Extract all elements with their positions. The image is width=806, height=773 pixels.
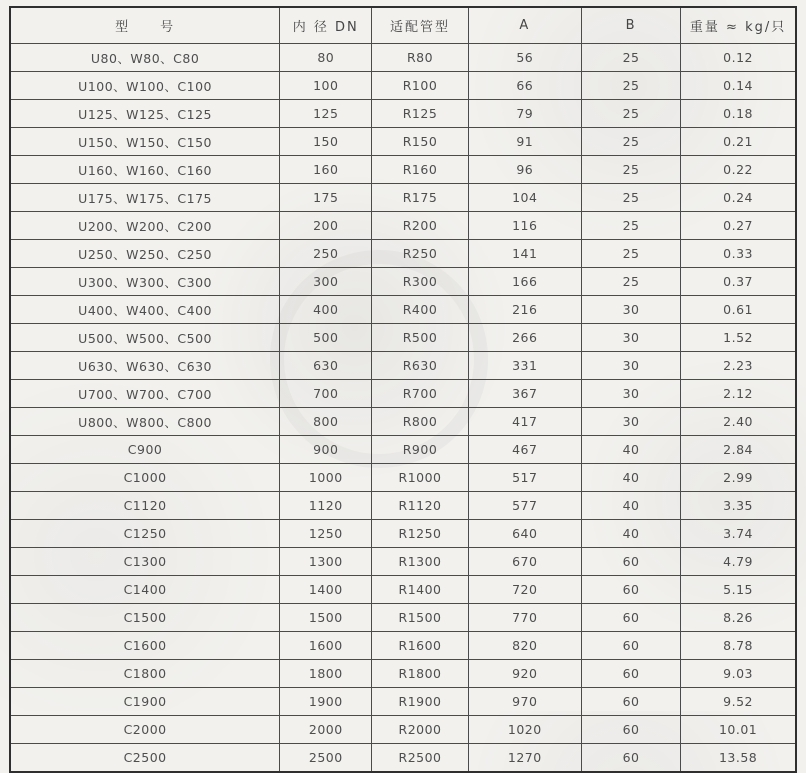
- spec-table-body: [10, 44, 796, 773]
- table-row: [10, 128, 796, 156]
- cell-b: 25: [581, 268, 680, 296]
- cell-weight: 0.27: [681, 212, 796, 240]
- cell-dn: 125: [280, 100, 372, 128]
- cell-a: 720: [468, 576, 581, 604]
- column-header-dn: 内 径 DN: [280, 7, 372, 44]
- cell-a: 367: [468, 380, 581, 408]
- cell-pipe-type: R1900: [372, 688, 468, 716]
- cell-weight: 0.37: [681, 268, 796, 296]
- cell-model: C1800: [10, 660, 280, 688]
- cell-b: 60: [581, 632, 680, 660]
- cell-b: 30: [581, 352, 680, 380]
- table-row: [10, 520, 796, 548]
- cell-a: 79: [468, 100, 581, 128]
- cell-a: 104: [468, 184, 581, 212]
- cell-b: 25: [581, 240, 680, 268]
- cell-dn: 200: [280, 212, 372, 240]
- cell-weight: 3.35: [681, 492, 796, 520]
- cell-model: C2000: [10, 716, 280, 744]
- cell-model: C1900: [10, 688, 280, 716]
- cell-a: 116: [468, 212, 581, 240]
- cell-model: C1000: [10, 464, 280, 492]
- cell-model: U100、W100、C100: [10, 72, 280, 100]
- cell-model: U800、W800、C800: [10, 408, 280, 436]
- cell-b: 40: [581, 464, 680, 492]
- cell-pipe-type: R300: [372, 268, 468, 296]
- table-row: [10, 492, 796, 520]
- cell-model: U175、W175、C175: [10, 184, 280, 212]
- cell-pipe-type: R1250: [372, 520, 468, 548]
- cell-dn: 160: [280, 156, 372, 184]
- cell-model: U160、W160、C160: [10, 156, 280, 184]
- cell-b: 30: [581, 324, 680, 352]
- cell-model: C2500: [10, 744, 280, 773]
- cell-dn: 1300: [280, 548, 372, 576]
- cell-dn: 100: [280, 72, 372, 100]
- table-row: [10, 352, 796, 380]
- cell-weight: 2.84: [681, 436, 796, 464]
- cell-dn: 1400: [280, 576, 372, 604]
- cell-model: U200、W200、C200: [10, 212, 280, 240]
- cell-weight: 8.26: [681, 604, 796, 632]
- cell-pipe-type: R2500: [372, 744, 468, 773]
- cell-pipe-type: R1000: [372, 464, 468, 492]
- column-header-b: B: [581, 7, 680, 44]
- table-row: [10, 660, 796, 688]
- cell-pipe-type: R700: [372, 380, 468, 408]
- cell-a: 66: [468, 72, 581, 100]
- table-row: [10, 72, 796, 100]
- cell-dn: 80: [280, 44, 372, 72]
- table-row: [10, 380, 796, 408]
- table-row: [10, 548, 796, 576]
- cell-b: 25: [581, 128, 680, 156]
- cell-pipe-type: R500: [372, 324, 468, 352]
- cell-dn: 175: [280, 184, 372, 212]
- cell-b: 25: [581, 44, 680, 72]
- column-header-weight: 重量 ≈ kg/只: [681, 7, 796, 44]
- cell-weight: 5.15: [681, 576, 796, 604]
- cell-weight: 2.99: [681, 464, 796, 492]
- cell-weight: 13.58: [681, 744, 796, 773]
- table-row: [10, 716, 796, 744]
- cell-a: 56: [468, 44, 581, 72]
- cell-weight: 2.12: [681, 380, 796, 408]
- table-row: [10, 632, 796, 660]
- table-row: [10, 268, 796, 296]
- cell-pipe-type: R175: [372, 184, 468, 212]
- cell-pipe-type: R200: [372, 212, 468, 240]
- cell-dn: 800: [280, 408, 372, 436]
- cell-weight: 0.22: [681, 156, 796, 184]
- cell-b: 30: [581, 296, 680, 324]
- cell-model: U150、W150、C150: [10, 128, 280, 156]
- cell-pipe-type: R125: [372, 100, 468, 128]
- table-row: [10, 296, 796, 324]
- table-row: [10, 100, 796, 128]
- cell-model: C1400: [10, 576, 280, 604]
- cell-b: 40: [581, 520, 680, 548]
- cell-weight: 4.79: [681, 548, 796, 576]
- cell-dn: 630: [280, 352, 372, 380]
- cell-a: 91: [468, 128, 581, 156]
- cell-dn: 2500: [280, 744, 372, 773]
- cell-a: 216: [468, 296, 581, 324]
- cell-pipe-type: R1300: [372, 548, 468, 576]
- cell-weight: 10.01: [681, 716, 796, 744]
- cell-b: 25: [581, 212, 680, 240]
- cell-pipe-type: R1800: [372, 660, 468, 688]
- cell-pipe-type: R100: [372, 72, 468, 100]
- cell-weight: 3.74: [681, 520, 796, 548]
- cell-weight: 0.14: [681, 72, 796, 100]
- cell-model: U400、W400、C400: [10, 296, 280, 324]
- column-header-a: A: [468, 7, 581, 44]
- cell-dn: 1250: [280, 520, 372, 548]
- cell-dn: 300: [280, 268, 372, 296]
- cell-weight: 8.78: [681, 632, 796, 660]
- cell-a: 166: [468, 268, 581, 296]
- cell-pipe-type: R630: [372, 352, 468, 380]
- cell-a: 1020: [468, 716, 581, 744]
- cell-dn: 1000: [280, 464, 372, 492]
- cell-pipe-type: R400: [372, 296, 468, 324]
- cell-a: 670: [468, 548, 581, 576]
- cell-model: C900: [10, 436, 280, 464]
- table-row: [10, 156, 796, 184]
- cell-weight: 0.61: [681, 296, 796, 324]
- cell-model: C1120: [10, 492, 280, 520]
- cell-weight: 0.18: [681, 100, 796, 128]
- header-row: [10, 7, 796, 44]
- cell-a: 266: [468, 324, 581, 352]
- cell-weight: 2.23: [681, 352, 796, 380]
- cell-model: C1250: [10, 520, 280, 548]
- table-row: [10, 464, 796, 492]
- table-row: [10, 184, 796, 212]
- column-header-model: 型 号: [10, 7, 280, 44]
- cell-a: 141: [468, 240, 581, 268]
- cell-a: 331: [468, 352, 581, 380]
- cell-weight: 9.52: [681, 688, 796, 716]
- cell-pipe-type: R800: [372, 408, 468, 436]
- cell-model: U80、W80、C80: [10, 44, 280, 72]
- cell-weight: 9.03: [681, 660, 796, 688]
- cell-pipe-type: R80: [372, 44, 468, 72]
- cell-dn: 400: [280, 296, 372, 324]
- cell-b: 60: [581, 688, 680, 716]
- cell-a: 640: [468, 520, 581, 548]
- cell-pipe-type: R250: [372, 240, 468, 268]
- cell-dn: 500: [280, 324, 372, 352]
- cell-dn: 1800: [280, 660, 372, 688]
- spec-table: [9, 6, 797, 773]
- table-row: [10, 324, 796, 352]
- cell-model: C1300: [10, 548, 280, 576]
- cell-model: U250、W250、C250: [10, 240, 280, 268]
- cell-b: 60: [581, 548, 680, 576]
- cell-dn: 150: [280, 128, 372, 156]
- cell-weight: 1.52: [681, 324, 796, 352]
- cell-b: 25: [581, 156, 680, 184]
- cell-dn: 1600: [280, 632, 372, 660]
- cell-a: 417: [468, 408, 581, 436]
- cell-model: U700、W700、C700: [10, 380, 280, 408]
- cell-b: 60: [581, 716, 680, 744]
- table-row: [10, 212, 796, 240]
- cell-b: 60: [581, 604, 680, 632]
- cell-b: 40: [581, 436, 680, 464]
- cell-dn: 700: [280, 380, 372, 408]
- table-row: [10, 240, 796, 268]
- table-row: [10, 688, 796, 716]
- cell-a: 96: [468, 156, 581, 184]
- cell-a: 920: [468, 660, 581, 688]
- table-row: [10, 744, 796, 773]
- cell-weight: 0.21: [681, 128, 796, 156]
- spec-table-head: [10, 7, 796, 44]
- cell-dn: 1120: [280, 492, 372, 520]
- cell-b: 30: [581, 408, 680, 436]
- cell-dn: 1900: [280, 688, 372, 716]
- cell-model: U125、W125、C125: [10, 100, 280, 128]
- cell-weight: 0.12: [681, 44, 796, 72]
- cell-model: U630、W630、C630: [10, 352, 280, 380]
- cell-a: 517: [468, 464, 581, 492]
- cell-weight: 2.40: [681, 408, 796, 436]
- cell-b: 40: [581, 492, 680, 520]
- table-row: [10, 44, 796, 72]
- cell-b: 25: [581, 184, 680, 212]
- cell-model: U300、W300、C300: [10, 268, 280, 296]
- cell-model: U500、W500、C500: [10, 324, 280, 352]
- cell-b: 60: [581, 660, 680, 688]
- cell-a: 577: [468, 492, 581, 520]
- cell-a: 467: [468, 436, 581, 464]
- cell-pipe-type: R900: [372, 436, 468, 464]
- cell-pipe-type: R1120: [372, 492, 468, 520]
- cell-a: 970: [468, 688, 581, 716]
- cell-a: 1270: [468, 744, 581, 773]
- cell-pipe-type: R2000: [372, 716, 468, 744]
- cell-a: 820: [468, 632, 581, 660]
- cell-model: C1500: [10, 604, 280, 632]
- cell-dn: 2000: [280, 716, 372, 744]
- cell-dn: 1500: [280, 604, 372, 632]
- spec-sheet: [9, 6, 797, 765]
- table-row: [10, 576, 796, 604]
- table-row: [10, 408, 796, 436]
- cell-b: 60: [581, 744, 680, 773]
- table-row: [10, 604, 796, 632]
- cell-pipe-type: R1400: [372, 576, 468, 604]
- table-row: [10, 436, 796, 464]
- cell-weight: 0.24: [681, 184, 796, 212]
- cell-dn: 900: [280, 436, 372, 464]
- cell-a: 770: [468, 604, 581, 632]
- cell-b: 60: [581, 576, 680, 604]
- column-header-pipe-type: 适配管型: [372, 7, 468, 44]
- cell-pipe-type: R1500: [372, 604, 468, 632]
- cell-dn: 250: [280, 240, 372, 268]
- cell-pipe-type: R160: [372, 156, 468, 184]
- cell-pipe-type: R150: [372, 128, 468, 156]
- cell-b: 25: [581, 72, 680, 100]
- cell-pipe-type: R1600: [372, 632, 468, 660]
- cell-b: 30: [581, 380, 680, 408]
- cell-weight: 0.33: [681, 240, 796, 268]
- cell-model: C1600: [10, 632, 280, 660]
- cell-b: 25: [581, 100, 680, 128]
